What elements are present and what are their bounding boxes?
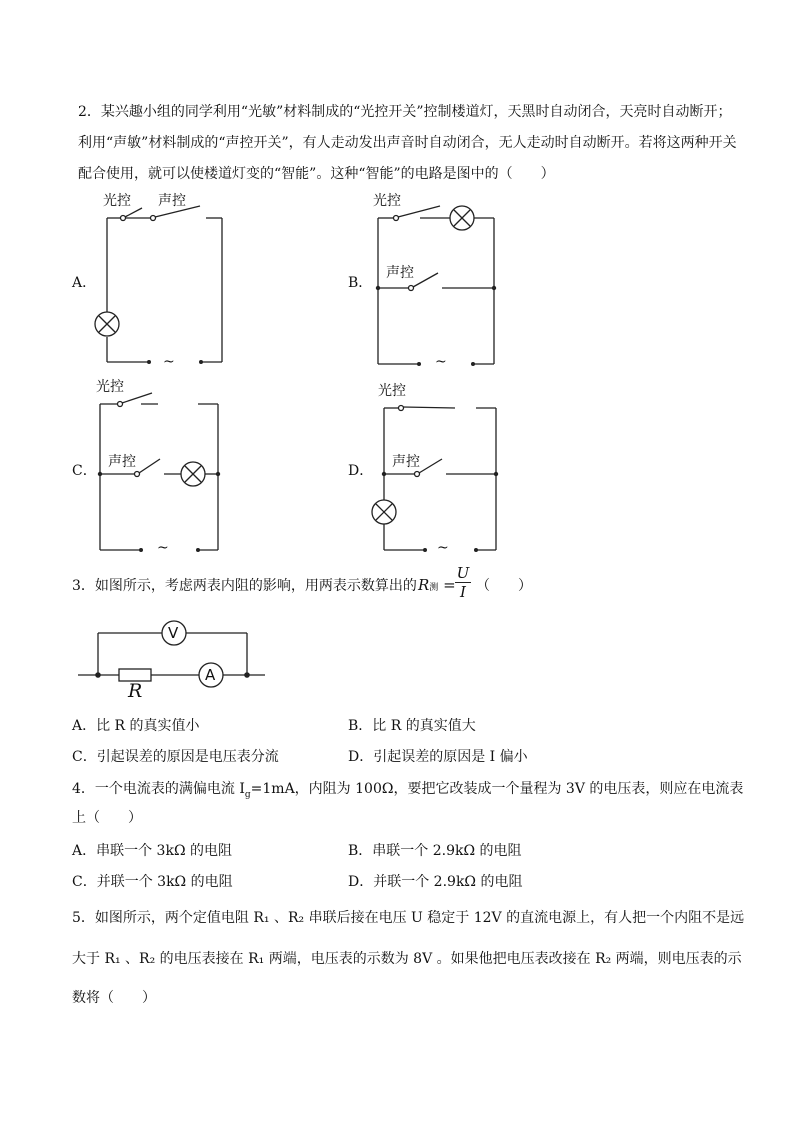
fraction-numerator: U [456, 564, 470, 582]
ammeter-label: A [205, 666, 216, 684]
q4-stem-line1 [72, 779, 743, 805]
q4-option-a: A．串联一个 3kΩ 的电阻 [72, 843, 233, 859]
circuit-c-sound-switch-label: 声控 [108, 454, 136, 470]
circuit-d-light-switch-label: 光控 [378, 383, 406, 399]
q2-option-a-label: A． [72, 275, 97, 291]
q4-option-d: D．并联一个 2.9kΩ 的电阻 [348, 874, 523, 890]
q2-option-b-label: B． [348, 275, 373, 291]
q2-stem-line2: 利用“声敏”材料制成的“声控开关”，有人走动发出声音时自动闭合，无人走动时自动断开。若将这两种开关 [78, 135, 737, 151]
circuit-b-ac-symbol: ~ [435, 354, 447, 370]
q3-option-d: D．引起误差的原因是 I 偏小 [348, 749, 528, 765]
q2-option-d-label: D． [348, 463, 374, 479]
q4-option-c: C．并联一个 3kΩ 的电阻 [72, 874, 233, 890]
q5-stem-line2: 大于 R₁ 、R₂ 的电压表接在 R₁ 两端，电压表的示数为 8V 。如果他把电压表改接在 R₂ 两端，则电压表的示 [72, 951, 742, 967]
q2-option-c-label: C． [72, 463, 97, 479]
circuit-a-light-switch-label: 光控 [103, 193, 131, 209]
resistor-label: R [128, 680, 143, 702]
formula-lhs: R [418, 576, 430, 594]
q4-stem-line2: 上（ ） [72, 810, 142, 826]
voltmeter-label: V [168, 624, 179, 642]
q5-stem-line3: 数将（ ） [72, 990, 156, 1006]
q3-option-a: A．比 R 的真实值小 [72, 718, 200, 734]
q4-stem-sub: g [244, 789, 251, 800]
q3-stem-suffix: （ ） [476, 578, 532, 594]
q4-option-b: B．串联一个 2.9kΩ 的电阻 [348, 843, 522, 859]
q3-stem-text: 3．如图所示，考虑两表内阻的影响，用两表示数算出的 [72, 578, 417, 594]
formula-eq: = [443, 576, 456, 594]
q2-stem-line3: 配合使用，就可以使楼道灯变的“智能”。这种“智能”的电路是图中的（ ） [78, 166, 555, 182]
q3-option-b: B．比 R 的真实值大 [348, 718, 476, 734]
circuit-b-sound-switch-label: 声控 [386, 265, 414, 281]
circuit-d-ac-symbol: ~ [437, 540, 449, 556]
q5-stem-line1: 5．如图所示，两个定值电阻 R₁ 、R₂ 串联后接在电压 U 稳定于 12V 的直流电源上，有人把一个内阻不是远 [72, 910, 745, 926]
circuit-a-sound-switch-label: 声控 [158, 193, 186, 209]
q4-stem-start: 4．一个电流表的满偏电流 I [72, 781, 245, 797]
circuit-b-light-switch-label: 光控 [373, 193, 401, 209]
formula-sub: 测 [429, 583, 439, 593]
circuit-d-sound-switch-label: 声控 [392, 454, 420, 470]
circuit-a-ac-symbol: ~ [163, 354, 175, 370]
q2-stem-line1: 2．某兴趣小组的同学利用“光敏”材料制成的“光控开关”控制楼道灯，天黑时自动闭合，天亮时自动断开； [78, 104, 732, 120]
circuit-c-light-switch-label: 光控 [96, 379, 124, 395]
fraction-denominator: I [460, 583, 466, 601]
q4-stem-rest: =1mA，内阻为 100Ω，要把它改装成一个量程为 3V 的电压表，则应在电流表 [250, 781, 744, 797]
circuit-c-ac-symbol: ~ [157, 540, 169, 556]
q3-option-c: C．引起误差的原因是电压表分流 [72, 749, 279, 765]
